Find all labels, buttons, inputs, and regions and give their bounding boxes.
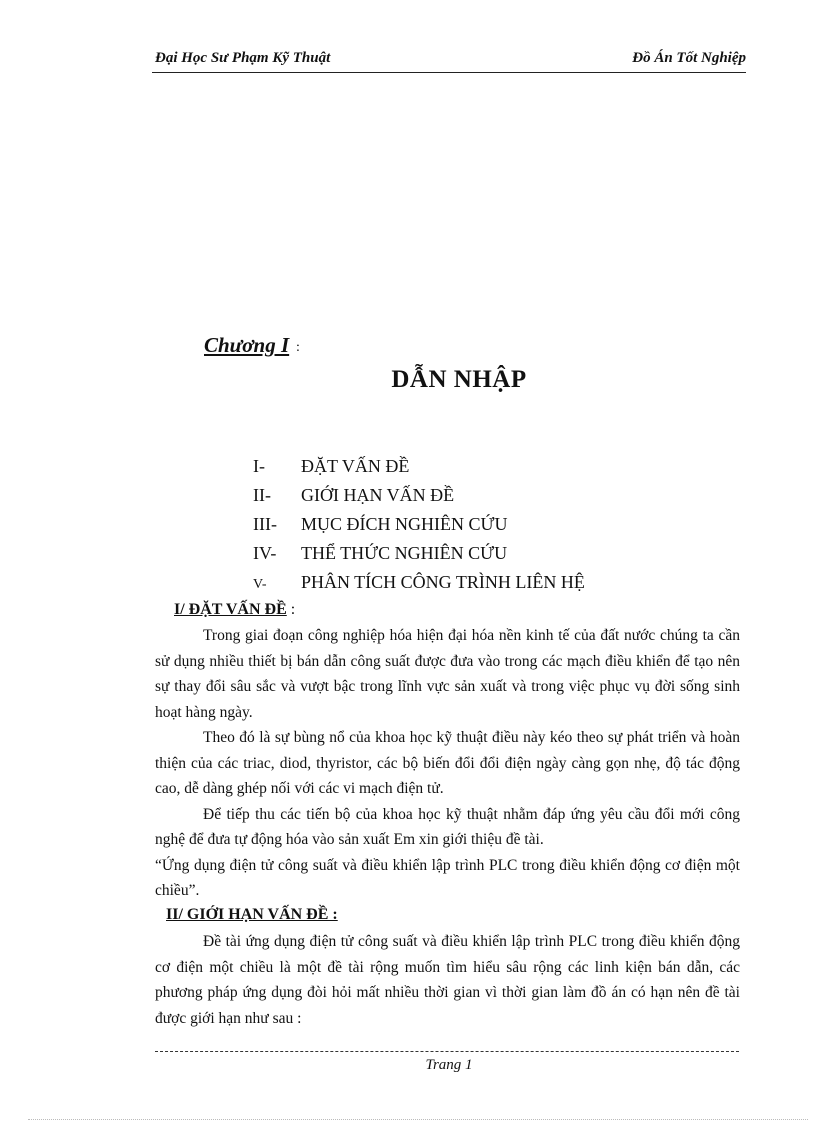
section-1-colon: :	[290, 601, 296, 618]
section-1-title: I/ ĐẶT VẤN ĐỀ	[174, 601, 287, 618]
outline-text: MỤC ĐÍCH NGHIÊN CỨU	[301, 514, 508, 534]
outline-item	[253, 452, 585, 481]
outline-number: V-	[253, 577, 267, 592]
outline-number: III-	[253, 514, 277, 534]
chapter-label: Chương I	[204, 333, 290, 357]
chapter-title: DẪN NHẬP	[391, 366, 527, 393]
outline-item	[253, 481, 585, 510]
outline-item	[253, 539, 585, 568]
section-1-body	[155, 623, 740, 904]
page-number: Trang 1	[425, 1057, 473, 1073]
header-document-type: Đồ Án Tốt Nghiệp	[632, 50, 746, 66]
page-edge-line	[28, 1119, 808, 1120]
outline-text: GIỚI HẠN VẤN ĐỀ	[301, 485, 455, 505]
outline-item	[253, 568, 585, 597]
thesis-title-quote: “Ứng dụng điện tử công suất và điều khiển lập trình PLC trong điều khiển động cơ điện một chiều”.	[155, 856, 740, 899]
paragraph: Trong giai đoạn công nghiệp hóa hiện đại hóa nền kinh tế của đất nước chúng ta cần sử dụng nhiều thiết bị bán dẫn công suất được đưa vào trong các mạch điều khiển để tạo nên sự thay đổi sâu sắc và vượt bậc trong lĩnh vực sản xuất và trong việc phục vụ đời sống sinh hoạt hàng ngày.	[155, 627, 740, 721]
paragraph: Theo đó là sự bùng nổ của khoa học kỹ thuật điều này kéo theo sự phát triển và hoàn thiện của các triac, diod, thyristor, các bộ biến đổi đổi điện ngày càng gọn nhẹ, độ tác động cao, dễ dàng ghép nối với các vi mạch điện tử.	[155, 729, 740, 797]
section-2-title: II/ GIỚI HẠN VẤN ĐỀ :	[166, 906, 338, 923]
footer-rule	[155, 1051, 739, 1052]
outline-text: THỂ THỨC NGHIÊN CỨU	[301, 543, 508, 563]
outline-text: PHÂN TÍCH CÔNG TRÌNH LIÊN HỆ	[301, 572, 585, 592]
section-2-body	[155, 929, 740, 1031]
section-1-heading	[174, 601, 295, 619]
outline-text: ĐẶT VẤN ĐỀ	[301, 456, 410, 476]
outline-number: IV-	[253, 543, 277, 563]
chapter-colon: :	[296, 340, 300, 355]
outline-item	[253, 510, 585, 539]
header-school-name: Đại Học Sư Phạm Kỹ Thuật	[155, 50, 331, 66]
outline-number: I-	[253, 456, 265, 476]
chapter-outline	[253, 452, 585, 597]
paragraph: Để tiếp thu các tiến bộ của khoa học kỹ thuật nhằm đáp ứng yêu cầu đổi mới công nghệ để đưa tự động hóa vào sản xuất Em xin giới thiệu đề tài.	[155, 805, 740, 848]
header-rule	[152, 72, 746, 73]
outline-number: II-	[253, 485, 271, 505]
paragraph: Đề tài ứng dụng điện tử công suất và điều khiển lập trình PLC trong điều khiển động cơ điện một chiều là một đề tài rộng muốn tìm hiểu sâu rộng các linh kiện bán dẫn, các phương pháp ứng dụng đòi hỏi mất nhiều thời gian vì thời gian làm đồ án có hạn nên đề tài được giới hạn như sau :	[155, 933, 740, 1027]
